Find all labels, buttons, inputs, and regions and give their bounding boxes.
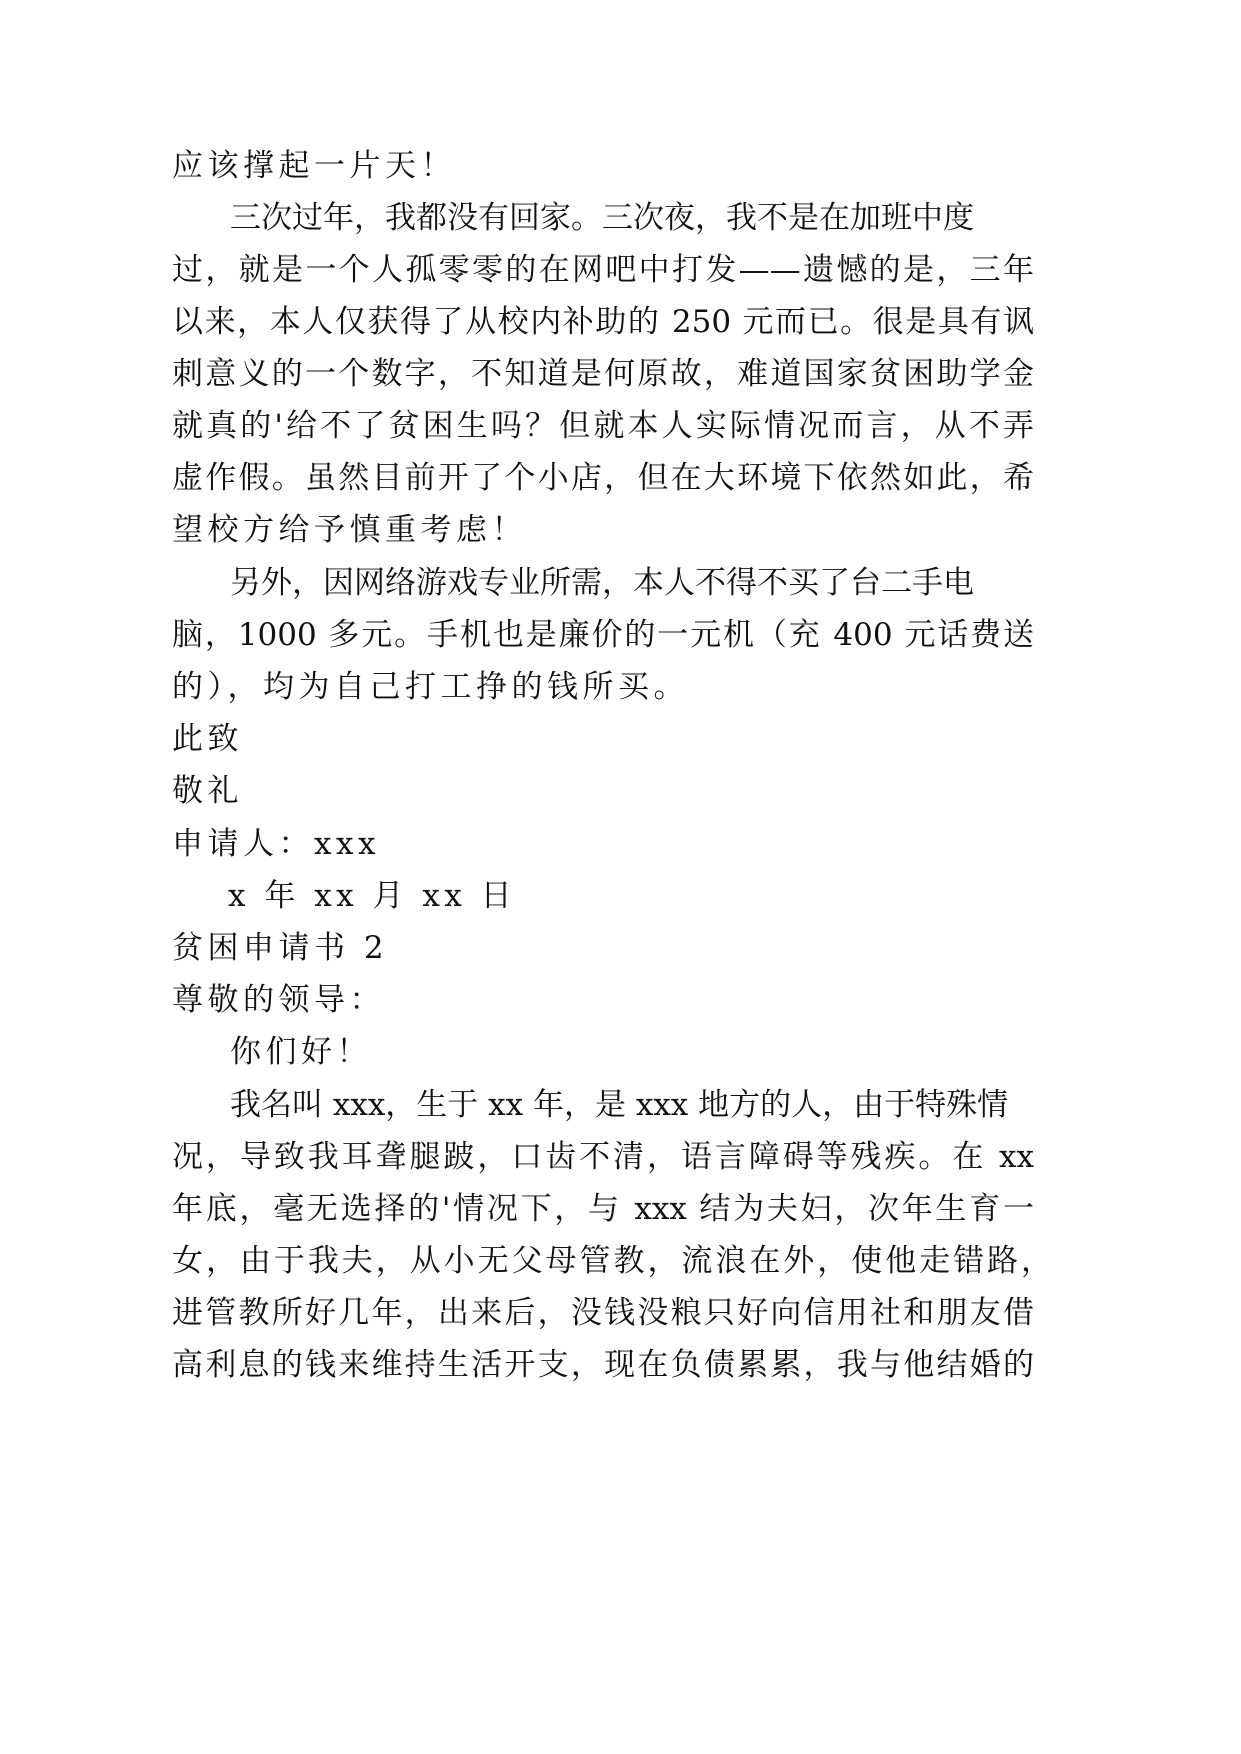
text-line: 年底，毫无选择的'情况下，与 xxx 结为夫妇，次年生育一 [172, 1191, 1034, 1227]
paragraph-first-line: 三次过年，我都没有回家。三次夜，我不是在加班中度 [230, 200, 974, 236]
greeting-line: 你们好！ [230, 1034, 372, 1070]
greeting: 尊敬的领导： [172, 982, 385, 1018]
paragraph-first-line: 我名叫 xxx，生于 xx 年，是 xxx 地方的人，由于特殊情 [230, 1087, 1009, 1123]
text-line: 虚作假。虽然目前开了个小店，但在大环境下依然如此，希 [172, 460, 1034, 496]
paragraph-first-line: 另外，因网络游戏专业所需，本人不得不买了台二手电 [230, 565, 974, 601]
text-line: 应该撑起一片天！ [172, 148, 456, 184]
text-line: 过，就是一个人孤零零的在网吧中打发——遗憾的是，三年 [172, 252, 1034, 288]
text-line: 脑，1000 多元。手机也是廉价的一元机（充 400 元话费送 [172, 617, 1034, 653]
applicant-signature: 申请人：xxx [172, 826, 380, 862]
text-line: 就真的'给不了贫困生吗？但就本人实际情况而言，从不弄 [172, 408, 1034, 444]
text-line: 高利息的钱来维持生活开支，现在负债累累，我与他结婚的 [172, 1347, 1034, 1383]
closing-salutation: 此致 [172, 721, 243, 757]
date-line: x 年 xx 月 xx 日 [228, 878, 517, 914]
text-line: 以来，本人仅获得了从校内补助的 250 元而已。很是具有讽 [172, 304, 1034, 340]
text-line: 刺意义的一个数字，不知道是何原故，难道国家贫困助学金 [172, 356, 1034, 392]
text-line: 女，由于我夫，从小无父母管教，流浪在外，使他走错路， [172, 1243, 1052, 1279]
text-line: 进管教所好几年，出来后，没钱没粮只好向信用社和朋友借 [172, 1295, 1034, 1331]
section-title: 贫困申请书 2 [172, 930, 389, 966]
text-line: 望校方给予慎重考虑！ [172, 512, 527, 548]
closing-regards: 敬礼 [172, 773, 243, 809]
text-line: 的），均为自己打工挣的钱所买。 [172, 669, 689, 705]
text-line: 况，导致我耳聋腿跛，口齿不清，语言障碍等残疾。在 xx [172, 1139, 1034, 1175]
